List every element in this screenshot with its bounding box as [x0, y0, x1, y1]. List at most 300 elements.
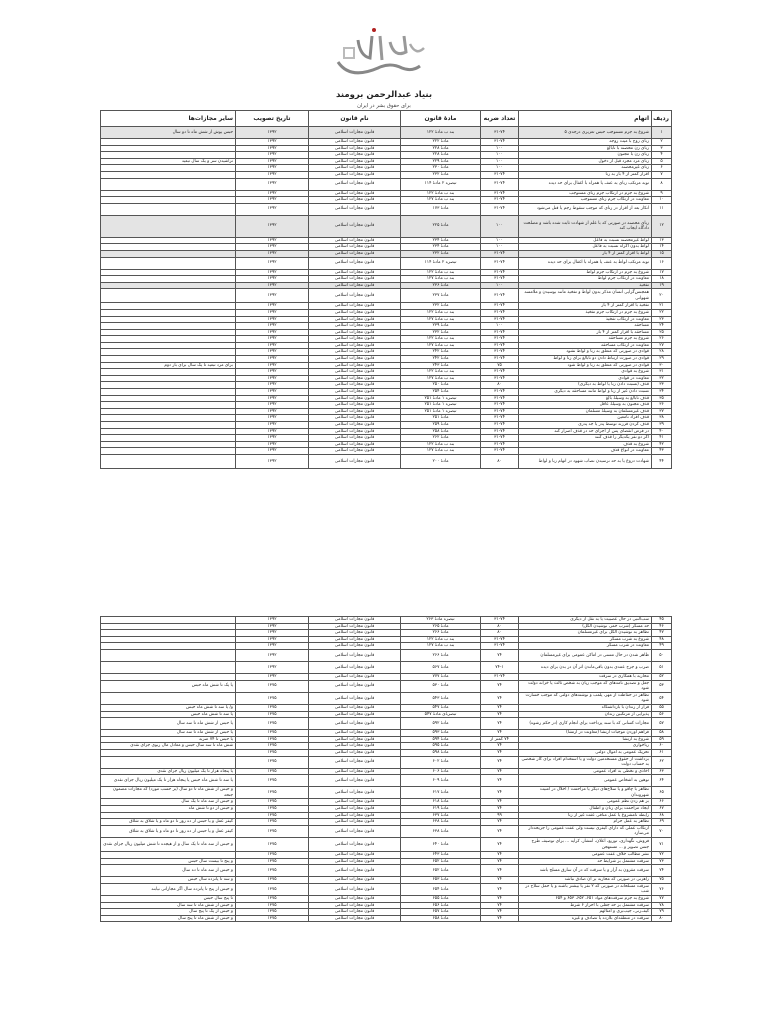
article-cell: مادهٔ ۶۴۳: [401, 852, 481, 859]
row-number-cell: ۲۹: [652, 356, 672, 363]
row-number-cell: ۲۵: [652, 329, 672, 336]
law-name-cell: قانون مجازات اسلامی: [309, 858, 401, 865]
article-cell: مادهٔ ۲۵۴: [401, 389, 481, 396]
accusation-cell: سرقت مشتمل بر حد جعلی با احراز ۶ شرط: [519, 902, 652, 909]
row-number-cell: ۵۰: [652, 649, 672, 661]
row-number-cell: ۷۹: [652, 909, 672, 916]
accusation-cell: قذف مجنون به وسیلهٔ عاقل: [519, 402, 652, 409]
column-header-article: مادهٔ قانون: [401, 111, 481, 127]
lashes-cell: ۳۱-۷۴: [481, 415, 519, 422]
law-name-cell: قانون مجازات اسلامی: [309, 787, 401, 799]
accusation-cell: اقرار کمتر از ۴ بار به زنا: [519, 171, 652, 178]
accusation-cell: زنای زن محصنه با نابالغ: [519, 145, 652, 152]
table-row: [101, 395, 672, 402]
accusation-cell: مساحقه: [519, 323, 652, 330]
row-number-cell: ۶۰: [652, 743, 672, 750]
lashes-cell: ۳۱-۷۴: [481, 395, 519, 402]
lashes-cell: ۳۱-۷۴: [481, 336, 519, 343]
article-cell: بند ب مادهٔ ۱۲۷: [401, 316, 481, 323]
article-cell: بند ب مادهٔ ۱۲۲: [401, 309, 481, 316]
other-penalties-cell: [101, 356, 236, 363]
row-number-cell: ۳۱: [652, 369, 672, 376]
article-cell: مادهٔ ۲۲۵: [401, 215, 481, 237]
row-number-cell: ۶۷: [652, 806, 672, 813]
lashes-cell: ۷۴: [481, 649, 519, 661]
table-row: [101, 422, 672, 429]
column-header-lashes: تعداد ضربه: [481, 111, 519, 127]
article-cell: تبصره ۲ مادهٔ ۱۱۴: [401, 257, 481, 269]
lashes-cell: ۷۴: [481, 806, 519, 813]
lashes-cell: ۱۰۰: [481, 323, 519, 330]
law-name-cell: قانون مجازات اسلامی: [309, 852, 401, 859]
article-cell: مادهٔ ۲۲۸: [401, 152, 481, 159]
table-row: [101, 896, 672, 903]
approval-date-cell: ۱۳۹۲: [236, 454, 309, 468]
lashes-cell: ۷۴: [481, 756, 519, 768]
accusation-cell: معاونت در ارتکاب جرم زنای مستوجب: [519, 197, 652, 204]
other-penalties-cell: [101, 852, 236, 859]
lashes-cell: ۱۰۰: [481, 152, 519, 159]
row-number-cell: ۷۷: [652, 896, 672, 903]
law-name-cell: قانون مجازات اسلامی: [309, 190, 401, 197]
other-penalties-cell: [101, 448, 236, 455]
table-row: [101, 165, 672, 172]
lashes-cell: ۳۱-۷۴: [481, 448, 519, 455]
row-number-cell: ۴۰: [652, 428, 672, 435]
table-row: [101, 838, 672, 852]
law-name-cell: قانون مجازات اسلامی: [309, 812, 401, 819]
other-penalties-cell: [101, 171, 236, 178]
accusation-cell: معاونت در شرب مسکر: [519, 643, 652, 650]
article-cell: تبصرهٔ‌ی مادهٔ ۵۴۷: [401, 711, 481, 718]
lashes-cell: ۳۱-۷۴: [481, 369, 519, 376]
law-name-cell: قانون مجازات اسلامی: [309, 799, 401, 806]
row-number-cell: ۶: [652, 165, 672, 172]
accusation-cell: ظاهر شدن در حال مستی در اماکن عمومی برای غیرمسلمان: [519, 649, 652, 661]
accusation-cell: راهزنی در صورتی که محاربه بر آن صادق نباشد: [519, 877, 652, 884]
lashes-cell: ۷۴: [481, 909, 519, 916]
accusation-cell: فراهم آوردن موجبات ارتشا (معاونت در ارتشا): [519, 730, 652, 737]
lashes-cell: ۸۰: [481, 454, 519, 468]
approval-date-cell: ۱۳۹۲: [236, 649, 309, 661]
approval-date-cell: ۱۳۷۵: [236, 819, 309, 826]
article-cell: مادهٔ ۶۵۲: [401, 865, 481, 877]
other-penalties-cell: حبس یوش از شش ماه تا دو سال: [101, 127, 236, 139]
row-number-cell: ۱۹: [652, 282, 672, 289]
other-penalties-cell: [101, 375, 236, 382]
accusation-cell: تظاهر به نوشیدن الکل برای غیرمسلمان: [519, 630, 652, 637]
row-number-cell: ۵۲: [652, 673, 672, 680]
approval-date-cell: ۱۳۹۲: [236, 158, 309, 165]
approval-date-cell: ۱۳۹۲: [236, 303, 309, 310]
row-number-cell: ۴۵: [652, 617, 672, 624]
approval-date-cell: ۱۳۹۲: [236, 402, 309, 409]
lashes-cell: ۳۱-۷۴: [481, 441, 519, 448]
table-row: [101, 389, 672, 396]
law-name-cell: قانون مجازات اسلامی: [309, 257, 401, 269]
other-penalties-cell: یا حبس تا ۷۴ ضربه: [101, 736, 236, 743]
approval-date-cell: ۱۳۹۲: [236, 269, 309, 276]
lashes-cell: ۱۰۰: [481, 165, 519, 172]
lashes-cell: ۷۴: [481, 743, 519, 750]
accusation-cell: توبه مرتکب لواط به عنف یا همراه با اغفال برای حد دیده: [519, 257, 652, 269]
lashes-cell: ۱۰۰: [481, 158, 519, 165]
accusation-cell: قذف (نسبت دادن زنا یا لواط به دیگری): [519, 382, 652, 389]
law-name-cell: قانون مجازات اسلامی: [309, 768, 401, 775]
accusation-cell: اگر دو نفر یکدیگر را قذف کنند: [519, 435, 652, 442]
approval-date-cell: ۱۳۹۲: [236, 190, 309, 197]
accusation-cell: معاونت در انواع قذف: [519, 448, 652, 455]
law-name-cell: قانون مجازات اسلامی: [309, 289, 401, 303]
law-name-cell: قانون مجازات اسلامی: [309, 630, 401, 637]
other-penalties-cell: [101, 139, 236, 146]
other-penalties-cell: [101, 276, 236, 283]
table-row: [101, 336, 672, 343]
other-penalties-cell: [101, 145, 236, 152]
other-penalties-cell: و حبس از سه ماه تا ده سال: [101, 865, 236, 877]
lashes-cell: ۷۴: [481, 730, 519, 737]
row-number-cell: ۳۸: [652, 415, 672, 422]
table-row: [101, 915, 672, 922]
other-penalties-cell: یا سه تا شش ماه حبس: [101, 711, 236, 718]
lashes-cell: ۳۱-۷۴: [481, 402, 519, 409]
approval-date-cell: ۱۳۷۵: [236, 838, 309, 852]
approval-date-cell: ۱۳۷۵: [236, 768, 309, 775]
law-name-cell: قانون مجازات اسلامی: [309, 422, 401, 429]
accusation-cell: فرار از زندان با بازداشتگاه: [519, 704, 652, 711]
lashes-cell: ۳۱-۷۴: [481, 422, 519, 429]
other-penalties-cell: [101, 190, 236, 197]
accusation-cell: جعل و تصدیق نامه‌های که موجب زیان به شخص ثالث یا خزانه دولت شود: [519, 680, 652, 692]
table-row: [101, 454, 672, 468]
lashes-cell: ۷۴: [481, 787, 519, 799]
accusation-cell: لواط بدون اکراه نسبت به فاعل: [519, 244, 652, 251]
accusation-cell: زنای زوج با میت زوجه: [519, 139, 652, 146]
lashes-cell: ۳۱-۷۴: [481, 435, 519, 442]
other-penalties-cell: [101, 269, 236, 276]
lashes-cell: ۳۱-۷۴: [481, 408, 519, 415]
lashes-cell: ۳۱-۷۴: [481, 289, 519, 303]
approval-date-cell: ۱۳۷۵: [236, 865, 309, 877]
article-cell: تبصره ۲ مادهٔ ۱۱۴: [401, 178, 481, 190]
article-cell: مادهٔ ۲۳۴: [401, 237, 481, 244]
approval-date-cell: ۱۳۹۲: [236, 244, 309, 251]
law-name-cell: قانون مجازات اسلامی: [309, 441, 401, 448]
approval-date-cell: ۱۳۹۲: [236, 369, 309, 376]
table-row: [101, 617, 672, 624]
table-header-row: [101, 111, 672, 127]
table-row: [101, 636, 672, 643]
row-number-cell: ۱۷: [652, 269, 672, 276]
other-penalties-cell: [101, 630, 236, 637]
row-number-cell: ۱۱: [652, 203, 672, 215]
article-cell: مادهٔ ۶۵۶: [401, 902, 481, 909]
other-penalties-cell: [101, 336, 236, 343]
law-name-cell: قانون مجازات اسلامی: [309, 203, 401, 215]
row-number-cell: ۷: [652, 171, 672, 178]
row-number-cell: ۴۸: [652, 636, 672, 643]
row-number-cell: ۲۳: [652, 316, 672, 323]
lashes-cell: ۱۰۰: [481, 282, 519, 289]
law-name-cell: قانون مجازات اسلامی: [309, 139, 401, 146]
accusation-cell: شروع به جرم در ارتکاب جرم تفخیذ: [519, 309, 652, 316]
other-penalties-cell: [101, 389, 236, 396]
lashes-cell: ۳۱-۷۴: [481, 303, 519, 310]
other-penalties-cell: کیفر عمل و یا حبس از ده روز تا دو ماه و یا شلاق به شلاق: [101, 825, 236, 837]
law-name-cell: قانون مجازات اسلامی: [309, 127, 401, 139]
table-row: [101, 661, 672, 673]
row-number-cell: ۱۴: [652, 244, 672, 251]
table-row: [101, 415, 672, 422]
row-number-cell: ۱۳: [652, 237, 672, 244]
article-cell: مادهٔ ۲۴۲: [401, 349, 481, 356]
other-penalties-cell: و حبس از شش ماه تا پنج سال: [101, 915, 236, 922]
organization-name: بنیاد عبدالرحمن برومند: [335, 90, 433, 100]
approval-date-cell: ۱۳۹۲: [236, 257, 309, 269]
law-name-cell: قانون مجازات اسلامی: [309, 718, 401, 730]
other-penalties-cell: [101, 643, 236, 650]
accusation-cell: تظاهر در حفاظت از مهر، پلمب و نوشته‌های دولتی که موجب خسارت شود: [519, 692, 652, 704]
lashes-cell: ۷۴: [481, 749, 519, 756]
law-name-cell: قانون مجازات اسلامی: [309, 158, 401, 165]
row-number-cell: ۲۸: [652, 349, 672, 356]
row-number-cell: ۲۱: [652, 303, 672, 310]
lashes-cell: ۳۱-۷۴: [481, 309, 519, 316]
accusation-cell: شروع به جرم مستوجب حبس تعزیری درجه‌ی ۵: [519, 127, 652, 139]
other-penalties-cell: [101, 289, 236, 303]
approval-date-cell: ۱۳۹۲: [236, 356, 309, 363]
approval-date-cell: ۱۳۷۵: [236, 680, 309, 692]
table-row: [101, 178, 672, 190]
table-row: [101, 269, 672, 276]
lashes-cell: ۷۴: [481, 819, 519, 826]
table-row: [101, 329, 672, 336]
row-number-cell: ۲۴: [652, 323, 672, 330]
accusation-cell: زنای غیرمحصنه: [519, 165, 652, 172]
law-name-cell: قانون مجازات اسلامی: [309, 838, 401, 852]
row-number-cell: ۱۰: [652, 197, 672, 204]
article-cell: بند ب مادهٔ ۱۲۷: [401, 197, 481, 204]
accusation-cell: قوادی در صورتی که متعلق به زنا و لواط شود: [519, 362, 652, 369]
other-penalties-cell: یا سه تا شش ماه حبس یا پنجاه هزار تا یک میلیون ریال جزای نقدی: [101, 775, 236, 787]
law-name-cell: قانون مجازات اسلامی: [309, 819, 401, 826]
accusation-cell: سرقت در منطقه‌ای بلازده یا تصادف و غیره: [519, 915, 652, 922]
approval-date-cell: ۱۳۷۵: [236, 825, 309, 837]
accusation-cell: معاونت در ارتکاب جرم لواط: [519, 276, 652, 283]
table-row: [101, 402, 672, 409]
lashes-cell: ۷۴: [481, 896, 519, 903]
lashes-cell: ۳۱-۷۴: [481, 316, 519, 323]
accusation-cell: نشر مطالب خلاف عفت عمومی: [519, 852, 652, 859]
article-cell: مادهٔ ۶۵۸: [401, 915, 481, 922]
other-penalties-cell: تراشیدن سر و یک سال تبعید: [101, 158, 236, 165]
table-row: [101, 630, 672, 637]
article-cell: بند ب مادهٔ ۱۲۲: [401, 190, 481, 197]
row-number-cell: ۶۲: [652, 756, 672, 768]
article-cell: مادهٔ ۲۳۲: [401, 329, 481, 336]
other-penalties-cell: یا یک تا شش ماه حبس: [101, 680, 236, 692]
law-name-cell: قانون مجازات اسلامی: [309, 643, 401, 650]
law-name-cell: قانون مجازات اسلامی: [309, 736, 401, 743]
article-cell: مادهٔ ۲۳۲: [401, 250, 481, 257]
approval-date-cell: ۱۳۹۲: [236, 643, 309, 650]
table-row: [101, 197, 672, 204]
law-name-cell: قانون مجازات اسلامی: [309, 704, 401, 711]
law-name-cell: قانون مجازات اسلامی: [309, 145, 401, 152]
accusation-cell: محاربه با همکاری در سرقت: [519, 673, 652, 680]
row-number-cell: ۳۲: [652, 375, 672, 382]
column-header-row-number: ردیف: [652, 111, 672, 127]
article-cell: مادهٔ ۲۳۹: [401, 323, 481, 330]
column-header-other-penalties: سایر مجازات‌ها: [101, 111, 236, 127]
row-number-cell: ۷۳: [652, 858, 672, 865]
lashes-cell: ۷۴-۱: [481, 661, 519, 673]
article-cell: مادهٔ ۶۱۷: [401, 787, 481, 799]
article-cell: بند ب مادهٔ ۱۲۷: [401, 448, 481, 455]
lashes-cell: ۳۱-۷۴: [481, 329, 519, 336]
document-page-2: [0, 616, 768, 1024]
row-number-cell: ۳۷: [652, 408, 672, 415]
table-row: [101, 356, 672, 363]
row-number-cell: ۹: [652, 190, 672, 197]
article-cell: تبصره ۱ مادهٔ ۲۵۱: [401, 408, 481, 415]
approval-date-cell: ۱۳۷۵: [236, 704, 309, 711]
approval-date-cell: ۱۳۹۲: [236, 171, 309, 178]
approval-date-cell: ۱۳۷۵: [236, 806, 309, 813]
table-row: [101, 819, 672, 826]
table-row: [101, 865, 672, 877]
accusation-cell: قوادی در صورتی که متعلق به زنا و لواط نشود: [519, 349, 652, 356]
accusation-cell: رابطه نامشروع یا عمل منافی عفت غیر از زنا: [519, 812, 652, 819]
penalty-table-page-2: [100, 616, 672, 922]
lashes-cell: ۳۱-۷۴: [481, 190, 519, 197]
lashes-cell: ۳۱-۷۴: [481, 197, 519, 204]
article-cell: مادهٔ ۲۳۲: [401, 171, 481, 178]
other-penalties-cell: [101, 617, 236, 624]
lashes-cell: ۷۴: [481, 718, 519, 730]
approval-date-cell: ۱۳۷۵: [236, 902, 309, 909]
law-name-cell: قانون مجازات اسلامی: [309, 454, 401, 468]
lashes-cell: ۷۴: [481, 915, 519, 922]
accusation-cell: قذف نابالغ به وسیلهٔ بالغ: [519, 395, 652, 402]
lashes-cell: ۷۴: [481, 799, 519, 806]
lashes-cell: ۳۱-۷۴: [481, 178, 519, 190]
law-name-cell: قانون مجازات اسلامی: [309, 336, 401, 343]
article-cell: بند ب مادهٔ ۱۲۷: [401, 643, 481, 650]
other-penalties-cell: [101, 441, 236, 448]
table-row: [101, 909, 672, 916]
page-gap: [0, 590, 768, 616]
law-name-cell: قانون مجازات اسلامی: [309, 402, 401, 409]
other-penalties-cell: و حبس از شش ماه تا دو سال (بر حسب مورد) که مجازات مضمون جنحه: [101, 787, 236, 799]
table-row: [101, 806, 672, 813]
article-cell: مادهٔ ۲۳۶: [401, 282, 481, 289]
article-cell: مادهٔ ۶۱۹: [401, 806, 481, 813]
approval-date-cell: ۱۳۹۲: [236, 422, 309, 429]
table-row: [101, 883, 672, 895]
law-name-cell: قانون مجازات اسلامی: [309, 362, 401, 369]
other-penalties-cell: [101, 316, 236, 323]
law-name-cell: قانون مجازات اسلامی: [309, 617, 401, 624]
accusation-cell: لواط غیرمحصنه نسبت به فاعل: [519, 237, 652, 244]
other-penalties-cell: [101, 415, 236, 422]
row-number-cell: ۴۷: [652, 630, 672, 637]
article-cell: مادهٔ ۲۲۸: [401, 145, 481, 152]
table-row: [101, 139, 672, 146]
foundation-logo-icon: [320, 22, 440, 84]
accusation-cell: شروع به شرب مسکر: [519, 636, 652, 643]
law-name-cell: قانون مجازات اسلامی: [309, 276, 401, 283]
table-row: [101, 704, 672, 711]
law-name-cell: قانون مجازات اسلامی: [309, 749, 401, 756]
table-row: [101, 171, 672, 178]
approval-date-cell: ۱۳۷۵: [236, 915, 309, 922]
other-penalties-cell: کیفر عمل و یا حبس از ده روز تا دو ماه و یا شلاق به شلاق: [101, 819, 236, 826]
row-number-cell: ۱۲: [652, 215, 672, 237]
other-penalties-cell: [101, 244, 236, 251]
row-number-cell: ۴: [652, 152, 672, 159]
row-number-cell: ۷۲: [652, 852, 672, 859]
other-penalties-cell: [101, 636, 236, 643]
law-name-cell: قانون مجازات اسلامی: [309, 877, 401, 884]
row-number-cell: ۵۸: [652, 730, 672, 737]
lashes-cell: ۳۱-۷۴: [481, 356, 519, 363]
accusation-cell: شروع به جرم در ارتکاب جرم زنای مستوجب: [519, 190, 652, 197]
other-penalties-cell: [101, 237, 236, 244]
row-number-cell: ۲۶: [652, 336, 672, 343]
lashes-cell: ۳۱-۷۴: [481, 250, 519, 257]
law-name-cell: قانون مجازات اسلامی: [309, 269, 401, 276]
other-penalties-cell: [101, 323, 236, 330]
other-penalties-cell: شش ماه تا سه سال حبس و معادل مال ربوی جزای نقدی: [101, 743, 236, 750]
approval-date-cell: ۱۳۹۲: [236, 441, 309, 448]
law-name-cell: قانون مجازات اسلامی: [309, 178, 401, 190]
other-penalties-cell: [101, 369, 236, 376]
table-row: [101, 858, 672, 865]
accusation-cell: سرقت مشتمل بر شرایط حد: [519, 858, 652, 865]
article-cell: مادهٔ ۲۵۱: [401, 415, 481, 422]
approval-date-cell: ۱۳۷۵: [236, 909, 309, 916]
row-number-cell: ۵۱: [652, 661, 672, 673]
table-row: [101, 316, 672, 323]
other-penalties-cell: [101, 454, 236, 468]
article-cell: مادهٔ ۲۴۳: [401, 362, 481, 369]
approval-date-cell: ۱۳۷۵: [236, 877, 309, 884]
approval-date-cell: ۱۳۹۲: [236, 289, 309, 303]
approval-date-cell: ۱۳۷۵: [236, 711, 309, 718]
law-name-cell: قانون مجازات اسلامی: [309, 303, 401, 310]
article-cell: تبصره مادهٔ ۲۶۳: [401, 617, 481, 624]
law-name-cell: قانون مجازات اسلامی: [309, 389, 401, 396]
row-number-cell: ۱۸: [652, 276, 672, 283]
other-penalties-cell: و حبس از پنج تا پانزده سال اگر مجازاتی نیابند: [101, 883, 236, 895]
table-row: [101, 190, 672, 197]
approval-date-cell: ۱۳۹۲: [236, 165, 309, 172]
lashes-cell: ۱۰۰: [481, 215, 519, 237]
accusation-cell: شروع به قذف: [519, 441, 652, 448]
law-name-cell: قانون مجازات اسلامی: [309, 692, 401, 704]
approval-date-cell: ۱۳۹۲: [236, 145, 309, 152]
accusation-cell: تفخیذ: [519, 282, 652, 289]
approval-date-cell: ۱۳۹۲: [236, 197, 309, 204]
table-row: [101, 441, 672, 448]
table-row: [101, 775, 672, 787]
approval-date-cell: ۱۳۹۲: [236, 329, 309, 336]
article-cell: مادهٔ ۵۹۵: [401, 743, 481, 750]
accusation-cell: شروع به ارتشا: [519, 736, 652, 743]
approval-date-cell: ۱۳۷۵: [236, 799, 309, 806]
lashes-cell: ۷۴: [481, 692, 519, 704]
